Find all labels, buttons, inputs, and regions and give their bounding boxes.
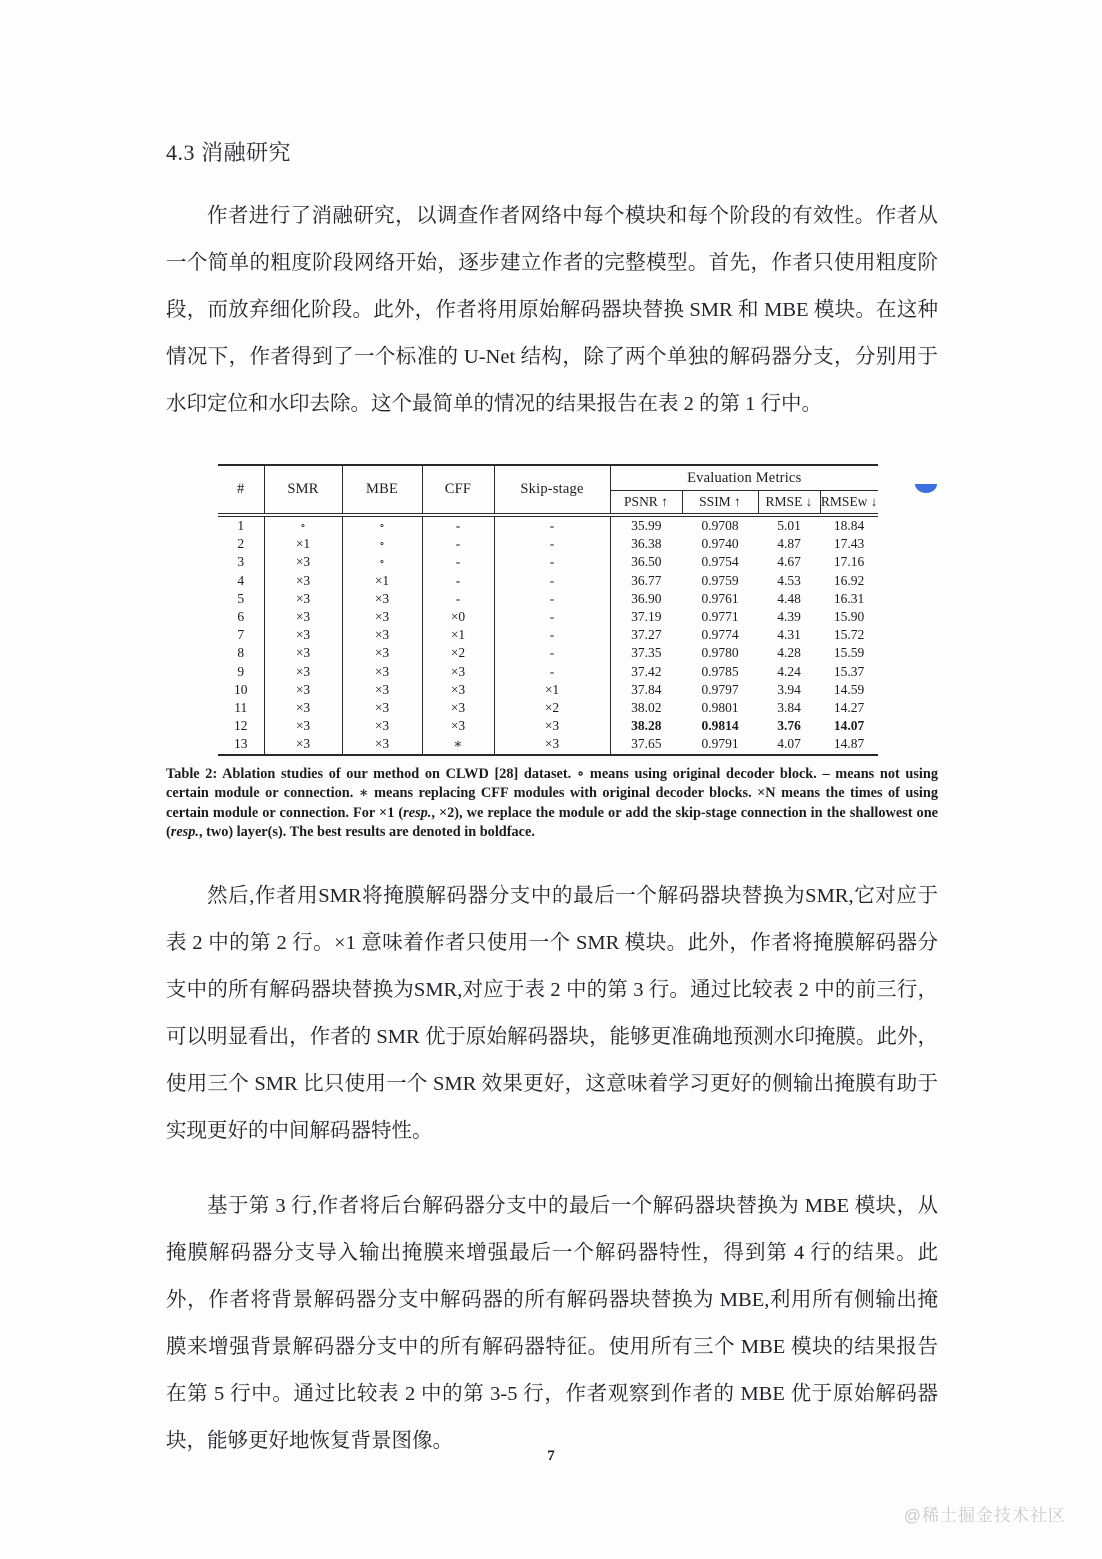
cell-ssim: 0.9740 xyxy=(701,536,739,552)
cell-rmse: 4.24 xyxy=(777,663,801,679)
cell-rmsew: 16.92 xyxy=(833,572,865,588)
col-header-smr: SMR xyxy=(264,466,342,514)
cell-mbe: ×3 xyxy=(342,699,422,717)
caption-italic-1: resp. xyxy=(403,804,432,821)
page-content xyxy=(166,0,938,1465)
cell-skip: - xyxy=(494,608,610,626)
cell-cff: ×1 xyxy=(422,626,494,644)
table-row xyxy=(218,626,878,644)
cell-psnr: 37.19 xyxy=(610,608,682,626)
cell-cff: - xyxy=(422,590,494,608)
cell-rmse: 4.31 xyxy=(777,627,801,643)
cell-num: 5 xyxy=(237,590,245,606)
cell-skip: - xyxy=(494,553,610,571)
cell-psnr: 36.90 xyxy=(610,590,682,608)
cell-cff: ∗ xyxy=(422,735,494,754)
cell-psnr: 35.99 xyxy=(610,517,682,536)
cell-ssim: 0.9780 xyxy=(701,645,739,661)
page-title: 4.3 消融研究 xyxy=(166,140,292,165)
cell-smr: ×3 xyxy=(264,590,342,608)
cell-cff: - xyxy=(422,572,494,590)
cell-rmse: 3.84 xyxy=(777,700,801,716)
cell-smr: ×3 xyxy=(264,663,342,681)
cell-mbe: ∘ xyxy=(342,553,422,571)
cell-ssim: 0.9759 xyxy=(701,572,739,588)
cell-rmsew: 14.07 xyxy=(833,718,865,734)
table-figure xyxy=(166,464,938,843)
table-row xyxy=(218,517,878,536)
cell-skip: ×1 xyxy=(494,681,610,699)
watermark: @稀土掘金技术社区 xyxy=(903,1506,1066,1525)
page-number: 7 xyxy=(547,1448,555,1464)
table-row xyxy=(218,717,878,735)
table-row xyxy=(218,590,878,608)
paragraph-smr-discussion: 然后,作者用SMR将掩膜解码器分支中的最后一个解码器块替换为SMR,它对应于表 2 中的第 2 行。×1 意味着作者只使用一个 SMR 模块。此外，作者将掩膜解码器分支中的所有解码器块替换为SMR,对应于表 2 中的第 3 行。通过比较表 2 中的前三行，可以明显看出，作者的 SMR 优于原始解码器块，能够更准确地预测水印掩膜。此外，使用三个 SMR 比只使用一个 SMR 效果更好，这意味着学习更好的侧输出掩膜有助于实现更好的中间解码器特性。 xyxy=(166,884,938,1142)
cell-num: 9 xyxy=(237,663,245,679)
cell-num: 3 xyxy=(237,554,245,570)
table-body xyxy=(218,517,878,755)
cell-rmsew: 18.84 xyxy=(833,518,865,533)
cell-num: 7 xyxy=(237,627,245,643)
cell-rmsew: 15.72 xyxy=(833,627,865,643)
cell-num: 4 xyxy=(237,572,245,588)
cell-skip: - xyxy=(494,626,610,644)
cell-mbe: ×3 xyxy=(342,644,422,662)
cell-psnr: 37.27 xyxy=(610,626,682,644)
cell-num: 1 xyxy=(237,518,245,533)
cell-skip: - xyxy=(494,517,610,536)
cell-mbe: ∘ xyxy=(342,517,422,536)
cell-skip: ×3 xyxy=(494,717,610,735)
cell-mbe: ×3 xyxy=(342,735,422,754)
cell-cff: - xyxy=(422,517,494,536)
cell-skip: - xyxy=(494,535,610,553)
cell-skip: ×3 xyxy=(494,735,610,754)
cell-skip: - xyxy=(494,663,610,681)
col-header-evaluation-metrics: Evaluation Metrics xyxy=(610,466,878,491)
cell-psnr: 38.28 xyxy=(610,717,682,735)
cell-rmse: 3.76 xyxy=(777,718,801,734)
cell-rmse: 4.39 xyxy=(777,609,801,625)
cell-num: 8 xyxy=(237,645,245,661)
cell-cff: ×3 xyxy=(422,699,494,717)
cell-mbe: ∘ xyxy=(342,535,422,553)
cell-psnr: 37.65 xyxy=(610,735,682,754)
cell-ssim: 0.9801 xyxy=(701,700,739,716)
cell-smr: ×3 xyxy=(264,608,342,626)
col-header-cff: CFF xyxy=(422,466,494,514)
cell-num: 6 xyxy=(237,609,245,625)
cell-smr: ×1 xyxy=(264,535,342,553)
cell-skip: - xyxy=(494,644,610,662)
cell-skip: - xyxy=(494,572,610,590)
cell-cff: ×0 xyxy=(422,608,494,626)
cell-cff: ×3 xyxy=(422,717,494,735)
cell-num: 10 xyxy=(234,681,248,697)
table-row xyxy=(218,644,878,662)
cell-smr: ×3 xyxy=(264,717,342,735)
paragraph-mbe-discussion: 基于第 3 行,作者将后台解码器分支中的最后一个解码器块替换为 MBE 模块，从掩膜解码器分支导入输出掩膜来增强最后一个解码器特性，得到第 4 行的结果。此外，作者将背景解码器分支中解码器的所有解码器块替换为 MBE,利用所有侧输出掩膜来增强背景解码器分支中的所有解码器特征。使用所有三个 MBE 模块的结果报告在第 5 行中。通过比较表 2 中的第 3-5 行，作者观察到作者的 MBE 优于原始解码器块，能够更好地恢复背景图像。 xyxy=(166,1194,938,1452)
cell-mbe: ×3 xyxy=(342,717,422,735)
ablation-table xyxy=(218,464,878,756)
cell-psnr: 37.84 xyxy=(610,681,682,699)
cell-cff: - xyxy=(422,553,494,571)
cell-rmsew: 17.16 xyxy=(833,554,865,570)
table-caption xyxy=(166,765,938,843)
cell-smr: ×3 xyxy=(264,553,342,571)
cell-rmse: 4.67 xyxy=(777,554,801,570)
cell-ssim: 0.9754 xyxy=(701,554,739,570)
cell-psnr: 36.50 xyxy=(610,553,682,571)
cell-num: 12 xyxy=(234,718,248,734)
cell-psnr: 36.38 xyxy=(610,535,682,553)
cell-rmsew: 14.59 xyxy=(833,681,865,697)
cell-num: 2 xyxy=(237,536,245,552)
cell-smr: ×3 xyxy=(264,644,342,662)
table-row xyxy=(218,735,878,754)
cell-rmse: 4.87 xyxy=(777,536,801,552)
cell-rmsew: 14.27 xyxy=(833,700,865,716)
col-header-mbe: MBE xyxy=(342,466,422,514)
cell-mbe: ×3 xyxy=(342,608,422,626)
table-row xyxy=(218,663,878,681)
table-row xyxy=(218,608,878,626)
cell-cff: ×3 xyxy=(422,681,494,699)
col-header-skip-stage: Skip-stage xyxy=(494,466,610,514)
cell-ssim: 0.9797 xyxy=(701,681,739,697)
cell-psnr: 37.35 xyxy=(610,644,682,662)
cell-smr: ×3 xyxy=(264,681,342,699)
cell-psnr: 36.77 xyxy=(610,572,682,590)
table-head xyxy=(218,465,878,517)
table-header-row-main xyxy=(218,466,878,491)
table-row xyxy=(218,699,878,717)
caption-text-2: , ×2), we replace the module or add the skip-stage connection in the shallowest one ( xyxy=(166,804,938,841)
cell-ssim: 0.9814 xyxy=(701,718,739,734)
caption-italic-2: resp. xyxy=(170,824,199,841)
cell-mbe: ×3 xyxy=(342,590,422,608)
cell-smr: ×3 xyxy=(264,735,342,754)
cell-rmse: 4.28 xyxy=(777,645,801,661)
cell-skip: ×2 xyxy=(494,699,610,717)
cell-rmsew: 15.37 xyxy=(833,663,865,679)
cell-smr: ×3 xyxy=(264,626,342,644)
cell-cff: ×3 xyxy=(422,663,494,681)
cell-psnr: 37.42 xyxy=(610,663,682,681)
cell-ssim: 0.9791 xyxy=(701,736,739,752)
col-header-rmsew: RMSEw ↓ xyxy=(820,491,878,514)
col-header-psnr: PSNR ↑ xyxy=(610,491,682,514)
cell-ssim: 0.9774 xyxy=(701,627,739,643)
table-rule-bottom xyxy=(218,755,878,756)
cell-rmsew: 14.87 xyxy=(833,736,865,752)
cell-rmse: 4.07 xyxy=(777,736,801,752)
cell-rmsew: 16.31 xyxy=(833,590,865,606)
cell-num: 11 xyxy=(234,700,248,716)
cell-smr: ×3 xyxy=(264,572,342,590)
cell-ssim: 0.9708 xyxy=(701,518,739,533)
col-header-rmse: RMSE ↓ xyxy=(758,491,820,514)
cell-psnr: 38.02 xyxy=(610,699,682,717)
cell-rmsew: 17.43 xyxy=(833,536,865,552)
cell-cff: ×2 xyxy=(422,644,494,662)
table-row xyxy=(218,572,878,590)
table-row xyxy=(218,535,878,553)
cell-num: 13 xyxy=(234,736,248,752)
cell-mbe: ×3 xyxy=(342,626,422,644)
cell-ssim: 0.9785 xyxy=(701,663,739,679)
caption-text-1: Table 2: Ablation studies of our method on CLWD [28] dataset. ∘ means using original decoder block. – means not using certain module or connection. ∗ means replacing CFF modules with original decoder blocks. ×N means the times of using certain module or connection. For ×1 ( xyxy=(166,765,938,821)
cell-rmsew: 15.59 xyxy=(833,645,865,661)
cell-rmse: 3.94 xyxy=(777,681,801,697)
cell-mbe: ×3 xyxy=(342,681,422,699)
cell-smr: ×3 xyxy=(264,699,342,717)
table-foot xyxy=(218,755,878,756)
cell-rmsew: 15.90 xyxy=(833,609,865,625)
cell-cff: - xyxy=(422,535,494,553)
cell-skip: - xyxy=(494,590,610,608)
cell-mbe: ×3 xyxy=(342,663,422,681)
table-row xyxy=(218,681,878,699)
cell-mbe: ×1 xyxy=(342,572,422,590)
caption-text-3: , two) layer(s). The best results are denoted in boldface. xyxy=(198,824,535,841)
cell-ssim: 0.9771 xyxy=(701,609,739,625)
col-header-num: # xyxy=(237,481,245,497)
table-row xyxy=(218,553,878,571)
cell-ssim: 0.9761 xyxy=(701,590,739,606)
cell-rmse: 4.48 xyxy=(777,590,801,606)
cell-rmse: 4.53 xyxy=(777,572,801,588)
paragraph-intro: 作者进行了消融研究，以调查作者网络中每个模块和每个阶段的有效性。作者从一个简单的粗度阶段网络开始，逐步建立作者的完整模型。首先，作者只使用粗度阶段，而放弃细化阶段。此外，作者将用原始解码器块替换 SMR 和 MBE 模块。在这种情况下，作者得到了一个标准的 U-Net 结构，除了两个单独的解码器分支，分别用于水印定位和水印去除。这个最简单的情况的结果报告在表 2 的第 1 行中。 xyxy=(166,205,938,415)
col-header-ssim: SSIM ↑ xyxy=(682,491,758,514)
cell-rmse: 5.01 xyxy=(777,518,801,533)
cell-smr: ∘ xyxy=(264,517,342,536)
